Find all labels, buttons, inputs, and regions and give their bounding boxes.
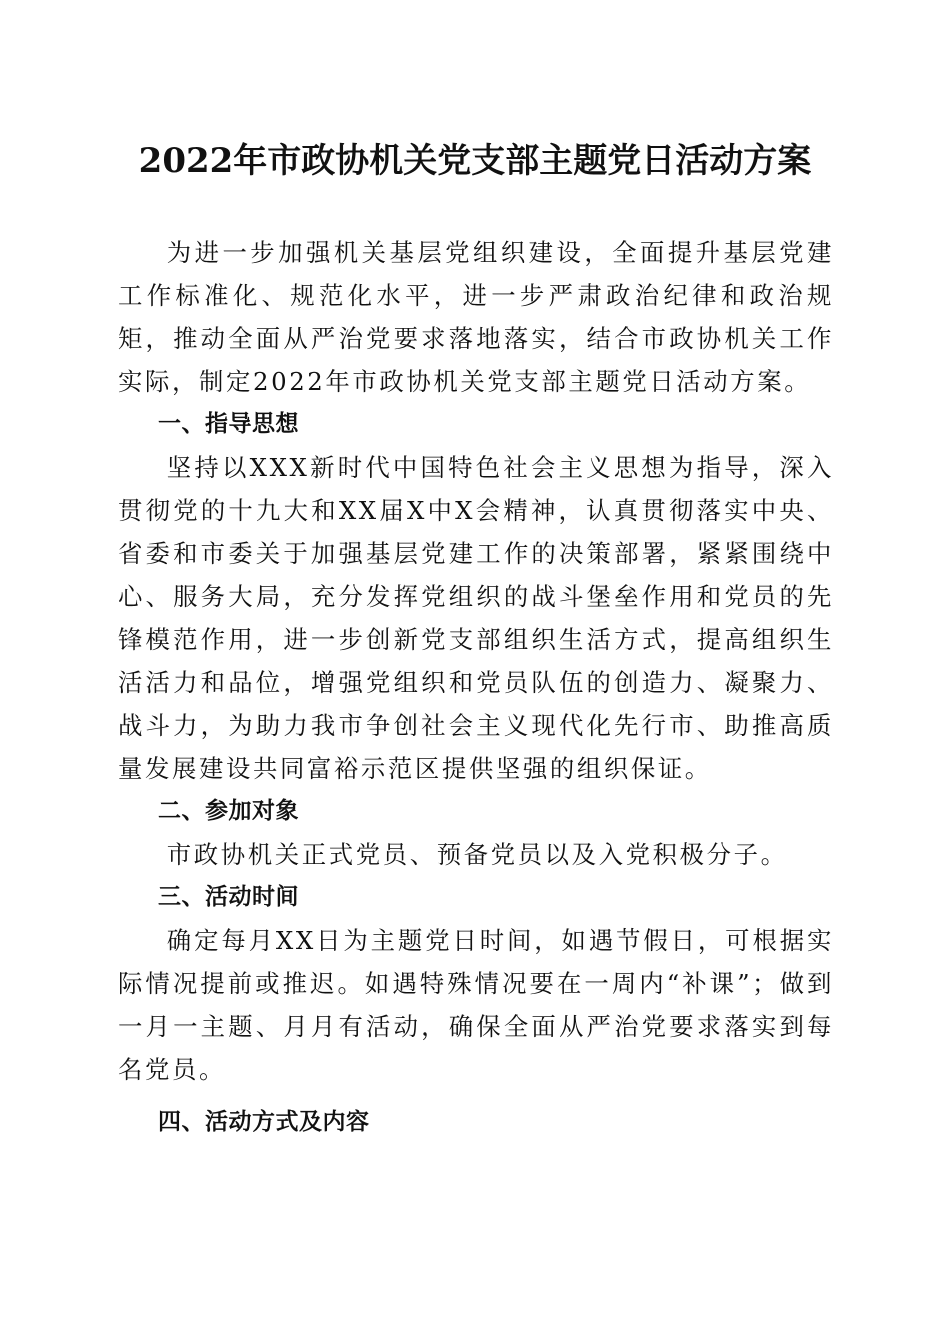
- section-text-guiding-ideology: 坚持以XXX新时代中国特色社会主义思想为指导，深入贯彻党的十九大和XX届X中X会精神，认真贯彻落实中央、省委和市委关于加强基层党建工作的决策部署，紧紧围绕中心、服务大局，充分发挥党组织的战斗堡垒作用和党员的先锋模范作用，进一步创新党支部组织生活方式，提高组织生活活力和品位，增强党组织和党员队伍的创造力、凝聚力、战斗力，为助力我市争创社会主义现代化先行市、助推高质量发展建设共同富裕示范区提供坚强的组织保证。: [118, 453, 834, 783]
- section-text-activity-time: 确定每月XX日为主题党日时间，如遇节假日，可根据实际情况提前或推迟。如遇特殊情况要在一周内“补课”；做到一月一主题、月月有活动，确保全面从严治党要求落实到每名党员。: [118, 926, 834, 1084]
- intro-paragraph: 为进一步加强机关基层党组织建设，全面提升基层党建工作标准化、规范化水平，进一步严肃政治纪律和政治规矩，推动全面从严治党要求落地落实，结合市政协机关工作实际，制定2022年市政协机关党支部主题党日活动方案。: [118, 238, 834, 396]
- section-heading-guiding-ideology: 一、指导思想: [158, 411, 299, 437]
- section-heading-activity-time: 三、活动时间: [158, 884, 299, 910]
- document-body: [118, 231, 834, 1144]
- section-heading-activity-content: 四、活动方式及内容: [158, 1109, 370, 1135]
- document-title: 2022年市政协机关党支部主题党日活动方案: [138, 141, 812, 181]
- section-text-participants: 市政协机关正式党员、预备党员以及入党积极分子。: [166, 840, 788, 869]
- section-heading-participants: 二、参加对象: [158, 798, 299, 824]
